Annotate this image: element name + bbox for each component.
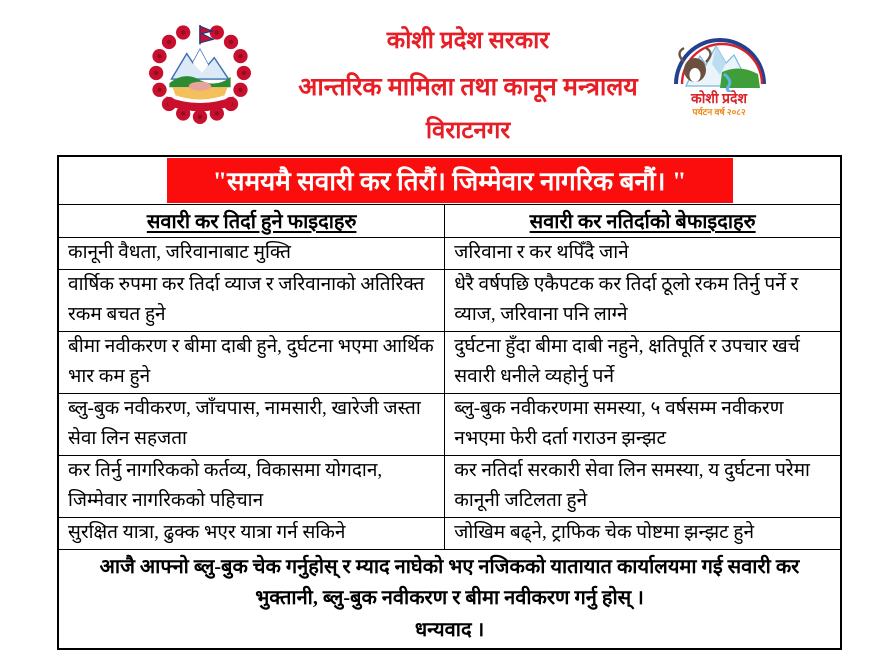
column-header-disadvantages: सवारी कर नतिर्दाको बेफाइदाहरु [445, 204, 841, 237]
koshi-province-logo [661, 30, 777, 130]
disadvantage-cell: धेरै वर्षपछि एकैपटक कर तिर्दा ठूलो रकम तिर्नु पर्ने र व्याज, जरिवाना पनि लाग्ने [445, 269, 841, 331]
disadvantage-cell: दुर्घटना हुँदा बीमा दाबी नहुने, क्षतिपूर्ति र उपचार खर्च सवारी धनीले व्यहोर्नु पर्ने [445, 331, 841, 393]
slogan-text: "समयमै सवारी कर तिरौं। जिम्मेवार नागरिक बनौं। " [212, 167, 687, 197]
table-row [58, 455, 841, 517]
table-header-row [58, 204, 841, 237]
benefit-cell: वार्षिक रुपमा कर तिर्दा व्याज र जरिवानाको अतिरिक्त रकम बचत हुने [58, 269, 445, 331]
benefit-cell: कर तिर्नु नागरिकको कर्तव्य, विकासमा योगदान, जिम्मेवार नागरिकको पहिचान [58, 455, 445, 517]
koshi-logo-title: कोशी प्रदेश [691, 92, 747, 107]
benefit-cell: कानूनी वैधता, जरिवानाबाट मुक्ति [58, 237, 445, 269]
thanks-text: धन्यवाद । [414, 618, 485, 641]
table-row [58, 331, 841, 393]
org-name: कोशी प्रदेश सरकार [386, 28, 550, 54]
tax-comparison-table [57, 155, 842, 650]
benefit-cell: ब्लु-बुक नवीकरण, जाँचपास, नामसारी, खारेजी जस्ता सेवा लिन सहजता [58, 393, 445, 455]
city-name: विराटनगर [425, 118, 511, 144]
call-to-action-text: आजै आफ्नो ब्लु-बुक चेक गर्नुहोस् र म्याद नाघेको भए नजिकको यातायात कार्यालयमा गई सवारी कर भुक्तानी, ब्लु-बुक नवीकरण र बीमा नवीकरण गर्नु होस् । [99, 555, 800, 609]
table-row [58, 393, 841, 455]
nepal-government-emblem-logo [147, 24, 253, 126]
column-header-benefits: सवारी कर तिर्दा हुने फाइदाहरु [58, 204, 445, 237]
benefit-cell: बीमा नवीकरण र बीमा दाबी हुने, दुर्घटना भएमा आर्थिक भार कम हुने [58, 331, 445, 393]
table-row [58, 237, 841, 269]
table-row [58, 517, 841, 549]
ministry-name: आन्तरिक मामिला तथा कानून मन्त्रालय [298, 74, 638, 101]
slogan-row [58, 156, 841, 204]
call-to-action-row [58, 549, 841, 649]
benefit-cell: सुरक्षित यात्रा, ढुक्क भएर यात्रा गर्न सकिने [58, 517, 445, 549]
nepal-emblem-icon [147, 24, 253, 126]
disadvantage-cell: जोखिम बढ्ने, ट्राफिक चेक पोष्टमा झन्झट हुने [445, 517, 841, 549]
disadvantage-cell: कर नतिर्दा सरकारी सेवा लिन समस्या, य दुर्घटना परेमा कानूनी जटिलता हुने [445, 455, 841, 517]
disadvantage-cell: ब्लु-बुक नवीकरणमा समस्या, ५ वर्षसम्म नवीकरण नभएमा फेरी दर्ता गराउन झन्झट [445, 393, 841, 455]
table-row [58, 269, 841, 331]
koshi-logo-icon [664, 30, 774, 92]
slogan-banner [167, 158, 733, 203]
letterhead [253, 27, 683, 145]
koshi-logo-subtitle: पर्यटन वर्ष २०८२ [692, 107, 746, 117]
disadvantage-cell: जरिवाना र कर थपिँदै जाने [445, 237, 841, 269]
